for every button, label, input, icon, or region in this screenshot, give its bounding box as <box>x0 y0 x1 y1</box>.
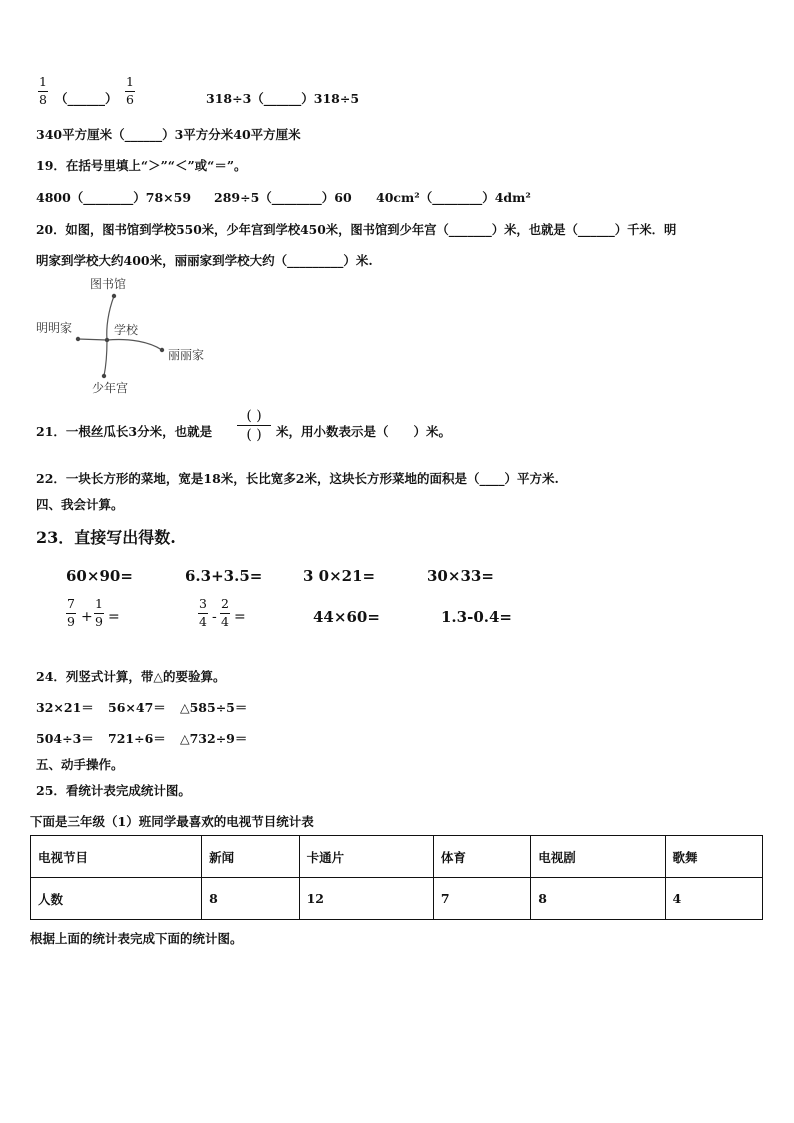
table-cell: 12 <box>299 878 433 920</box>
q20-line2: 明家到学校大约400米，丽丽家到学校大约（_________）米. <box>36 253 373 268</box>
q24-721div6: 721÷6＝ <box>108 731 166 746</box>
q24-504div3: 504÷3＝ <box>36 731 94 746</box>
map-diagram <box>34 272 224 398</box>
lili-dot <box>160 348 164 352</box>
label-youth: 少年宫 <box>92 381 129 395</box>
q24-32x21: 32×21＝ <box>36 700 94 715</box>
section-4-heading: 四、我会计算。 <box>36 497 124 512</box>
q24-732div9: △732÷9＝ <box>180 731 248 746</box>
table-cell: 人数 <box>31 878 202 920</box>
q24-title: 24．列竖式计算，带△的要验算。 <box>36 669 226 684</box>
frac-2-4: 2 4 <box>221 596 229 629</box>
calc-30x33: 30×33= <box>427 567 494 585</box>
table-cell: 电视节目 <box>31 836 202 878</box>
table-cell: 电视剧 <box>531 836 665 878</box>
q19-item-b: 289÷5（________）60 <box>214 190 352 205</box>
q21-fraction-blank[interactable]: ( ) ( ) <box>237 409 271 442</box>
equals-2: = <box>234 609 246 625</box>
frac-1-9: 1 9 <box>95 596 103 629</box>
fraction-one-sixth: 1 6 <box>126 74 134 107</box>
table-cell: 歌舞 <box>665 836 762 878</box>
label-mingming: 明明家 <box>36 321 73 335</box>
calc-44x60: 44×60= <box>313 608 380 626</box>
calc-1.3-0.4: 1.3-0.4= <box>441 608 512 626</box>
calc-30x21: 3 0×21= <box>303 567 376 585</box>
table-cell: 体育 <box>433 836 530 878</box>
q19-title: 19．在括号里填上“＞”“＜”或“＝”。 <box>36 158 247 173</box>
q19-item-c: 40cm²（________）4dm² <box>376 190 531 205</box>
q24-585div5: △585÷5＝ <box>180 700 248 715</box>
equals-1: = <box>108 609 120 625</box>
q20-line1: 20．如图，图书馆到学校550米，少年宫到学校450米，图书馆到少年宫（_______）米，也就是（______）千米．明 <box>36 222 677 237</box>
table-cell: 新闻 <box>202 836 299 878</box>
q22-text: 22．一块长方形的菜地，宽是18米，长比宽多2米，这块长方形菜地的面积是（____）平方米. <box>36 471 559 486</box>
q21-pre: 21．一根丝瓜长3分米，也就是 <box>36 424 213 439</box>
table-cell: 卡通片 <box>299 836 433 878</box>
q25-caption: 下面是三年级（1）班同学最喜欢的电视节目统计表 <box>30 814 314 829</box>
table-row-counts <box>31 878 763 920</box>
q24-56x47: 56×47＝ <box>108 700 166 715</box>
library-dot <box>112 294 116 298</box>
blank-fraction-compare[interactable]: （______） <box>55 91 118 106</box>
plus-op: + <box>81 609 93 625</box>
table-cell: 8 <box>531 878 665 920</box>
calc-6.3+3.5: 6.3+3.5= <box>185 567 263 585</box>
table-cell: 7 <box>433 878 530 920</box>
label-lili: 丽丽家 <box>168 348 205 362</box>
frac-3-4: 3 4 <box>199 596 207 629</box>
calc-60x90: 60×90= <box>66 567 133 585</box>
youth-dot <box>102 374 106 378</box>
q21-post: 米，用小数表示是（ ）米。 <box>276 424 452 439</box>
section-5-heading: 五、动手操作。 <box>36 757 124 772</box>
minus-op: - <box>212 609 217 625</box>
school-dot <box>105 338 109 342</box>
table-cell: 4 <box>665 878 762 920</box>
tv-program-stats-table <box>30 835 763 920</box>
mingming-dot <box>76 337 80 341</box>
table-cell: 8 <box>202 878 299 920</box>
q25-footer: 根据上面的统计表完成下面的统计图。 <box>30 931 243 946</box>
q25-title: 25．看统计表完成统计图。 <box>36 783 191 798</box>
compare-area: 340平方厘米（______）3平方分米40平方厘米 <box>36 127 301 142</box>
compare-318: 318÷3（______）318÷5 <box>206 91 360 106</box>
label-school: 学校 <box>114 323 139 337</box>
table-row-header <box>31 836 763 878</box>
label-library: 图书馆 <box>90 277 127 291</box>
fraction-one-eighth: 1 8 <box>39 74 47 107</box>
frac-7-9: 7 9 <box>67 596 75 629</box>
q23-title: 23．直接写出得数. <box>36 528 176 547</box>
q19-item-a: 4800（________）78×59 <box>36 190 192 205</box>
